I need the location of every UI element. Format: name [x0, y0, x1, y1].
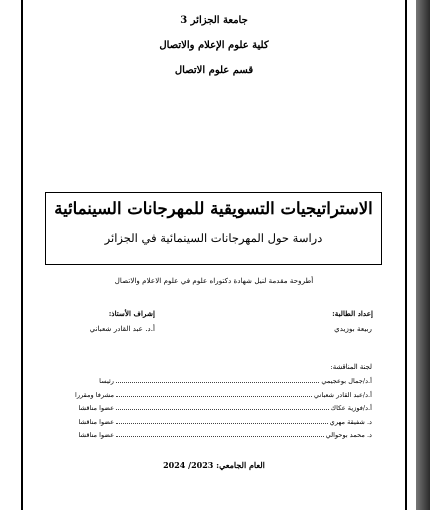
thesis-subtitle: دراسة حول المهرجانات السينمائية في الجزائر	[104, 231, 323, 245]
member-role: عضوا مناقشا	[78, 417, 114, 426]
dotted-leader	[116, 392, 312, 397]
supervisor-label: إشراف الأستاذ:	[108, 309, 155, 318]
committee-member	[64, 391, 372, 405]
thesis-note: أطروحة مقدمة لنيل شهادة دكتوراه علوم في علوم الاعلام والاتصال	[114, 276, 314, 285]
committee-label: لجنة المناقشة:	[330, 363, 372, 371]
scan-edge-shadow	[416, 0, 430, 510]
academic-year: العام الجامعي: 2023/ 2024	[163, 460, 265, 470]
committee-member	[64, 418, 372, 432]
committee-member	[64, 431, 372, 445]
supervisor-name: أ.د. عبد القادر شعباني	[89, 324, 155, 333]
dotted-leader	[116, 432, 324, 437]
dotted-leader	[116, 378, 319, 383]
dotted-leader	[116, 419, 328, 424]
member-name: أ.د/جمال بوعجيمي	[321, 377, 372, 385]
committee-list	[64, 377, 372, 445]
member-role: رئيسا	[99, 377, 114, 385]
title-box	[45, 192, 382, 265]
member-name: أ.د/فوزية عكاك	[330, 404, 372, 412]
prepared-by-label: إعداد الطالبة:	[332, 309, 373, 318]
member-role: عضوا مناقشا	[78, 431, 114, 439]
committee-member	[64, 404, 372, 418]
thesis-title: الاستراتيجيات التسويقية للمهرجانات السينمائية	[54, 199, 373, 218]
student-name: ربيعة بوزيدي	[334, 324, 372, 333]
dotted-leader	[116, 405, 329, 410]
member-role: عضوا مناقشا	[78, 404, 114, 412]
member-name: د. شفيقة مهري	[329, 417, 372, 426]
university-name: جامعة الجزائر 3	[180, 15, 248, 26]
member-name: أ.د/عبد القادر شعباني	[313, 390, 372, 399]
department-name: قسم علوم الاتصال	[174, 65, 254, 76]
faculty-name: كلية علوم الإعلام والاتصال	[159, 40, 269, 51]
member-name: د. محمد بوحوالي	[325, 431, 372, 439]
member-role: مشرفا ومقررا	[74, 390, 114, 399]
committee-member	[64, 377, 372, 391]
